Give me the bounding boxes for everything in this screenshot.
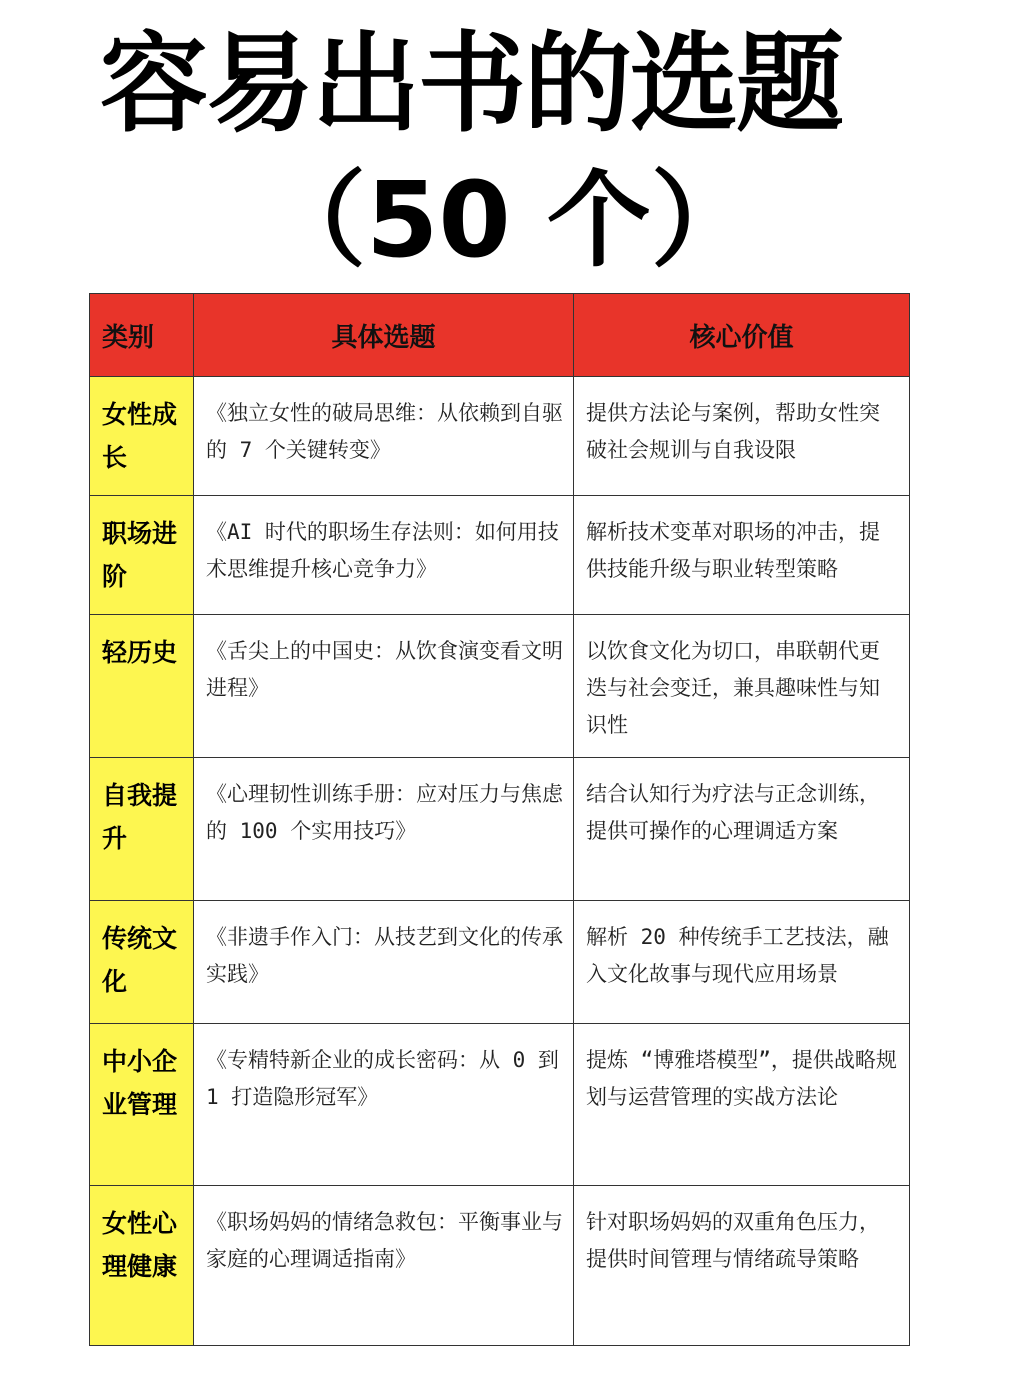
row-value: 结合认知行为疗法与正念训练，提供可操作的心理调适方案	[574, 758, 910, 901]
row-value: 提炼 “博雅塔模型”，提供战略规划与运营管理的实战方法论	[574, 1024, 910, 1186]
page-subtitle: （50 个）	[262, 159, 755, 281]
row-value: 针对职场妈妈的双重角色压力，提供时间管理与情绪疏导策略	[574, 1186, 910, 1346]
row-category: 自我提升	[90, 758, 194, 901]
page-title: 容易出书的选题	[100, 22, 843, 147]
table-row	[90, 1186, 910, 1346]
topics-table	[89, 293, 910, 1346]
row-category: 轻历史	[90, 615, 194, 758]
row-category: 传统文化	[90, 901, 194, 1024]
table-row	[90, 615, 910, 758]
header-category: 类别	[90, 294, 194, 377]
row-value: 以饮食文化为切口，串联朝代更迭与社会变迁，兼具趣味性与知识性	[574, 615, 910, 758]
row-category: 中小企业管理	[90, 1024, 194, 1186]
row-topic: 《职场妈妈的情绪急救包：平衡事业与家庭的心理调适指南》	[194, 1186, 574, 1346]
table-row	[90, 377, 910, 496]
row-value: 提供方法论与案例，帮助女性突破社会规训与自我设限	[574, 377, 910, 496]
row-topic: 《独立女性的破局思维：从依赖到自驱的 7 个关键转变》	[194, 377, 574, 496]
header-topic: 具体选题	[194, 294, 574, 377]
row-category: 女性心理健康	[90, 1186, 194, 1346]
row-topic: 《舌尖上的中国史：从饮食演变看文明进程》	[194, 615, 574, 758]
table-row	[90, 901, 910, 1024]
row-topic: 《专精特新企业的成长密码：从 0 到 1 打造隐形冠军》	[194, 1024, 574, 1186]
table-row	[90, 496, 910, 615]
row-value: 解析技术变革对职场的冲击，提供技能升级与职业转型策略	[574, 496, 910, 615]
row-category: 职场进阶	[90, 496, 194, 615]
table-row	[90, 758, 910, 901]
row-category: 女性成长	[90, 377, 194, 496]
row-value: 解析 20 种传统手工艺技法，融入文化故事与现代应用场景	[574, 901, 910, 1024]
row-topic: 《心理韧性训练手册：应对压力与焦虑的 100 个实用技巧》	[194, 758, 574, 901]
table-row	[90, 1024, 910, 1186]
row-topic: 《非遗手作入门：从技艺到文化的传承实践》	[194, 901, 574, 1024]
header-value: 核心价值	[574, 294, 910, 377]
table-header-row	[90, 294, 910, 377]
row-topic: 《AI 时代的职场生存法则：如何用技术思维提升核心竞争力》	[194, 496, 574, 615]
